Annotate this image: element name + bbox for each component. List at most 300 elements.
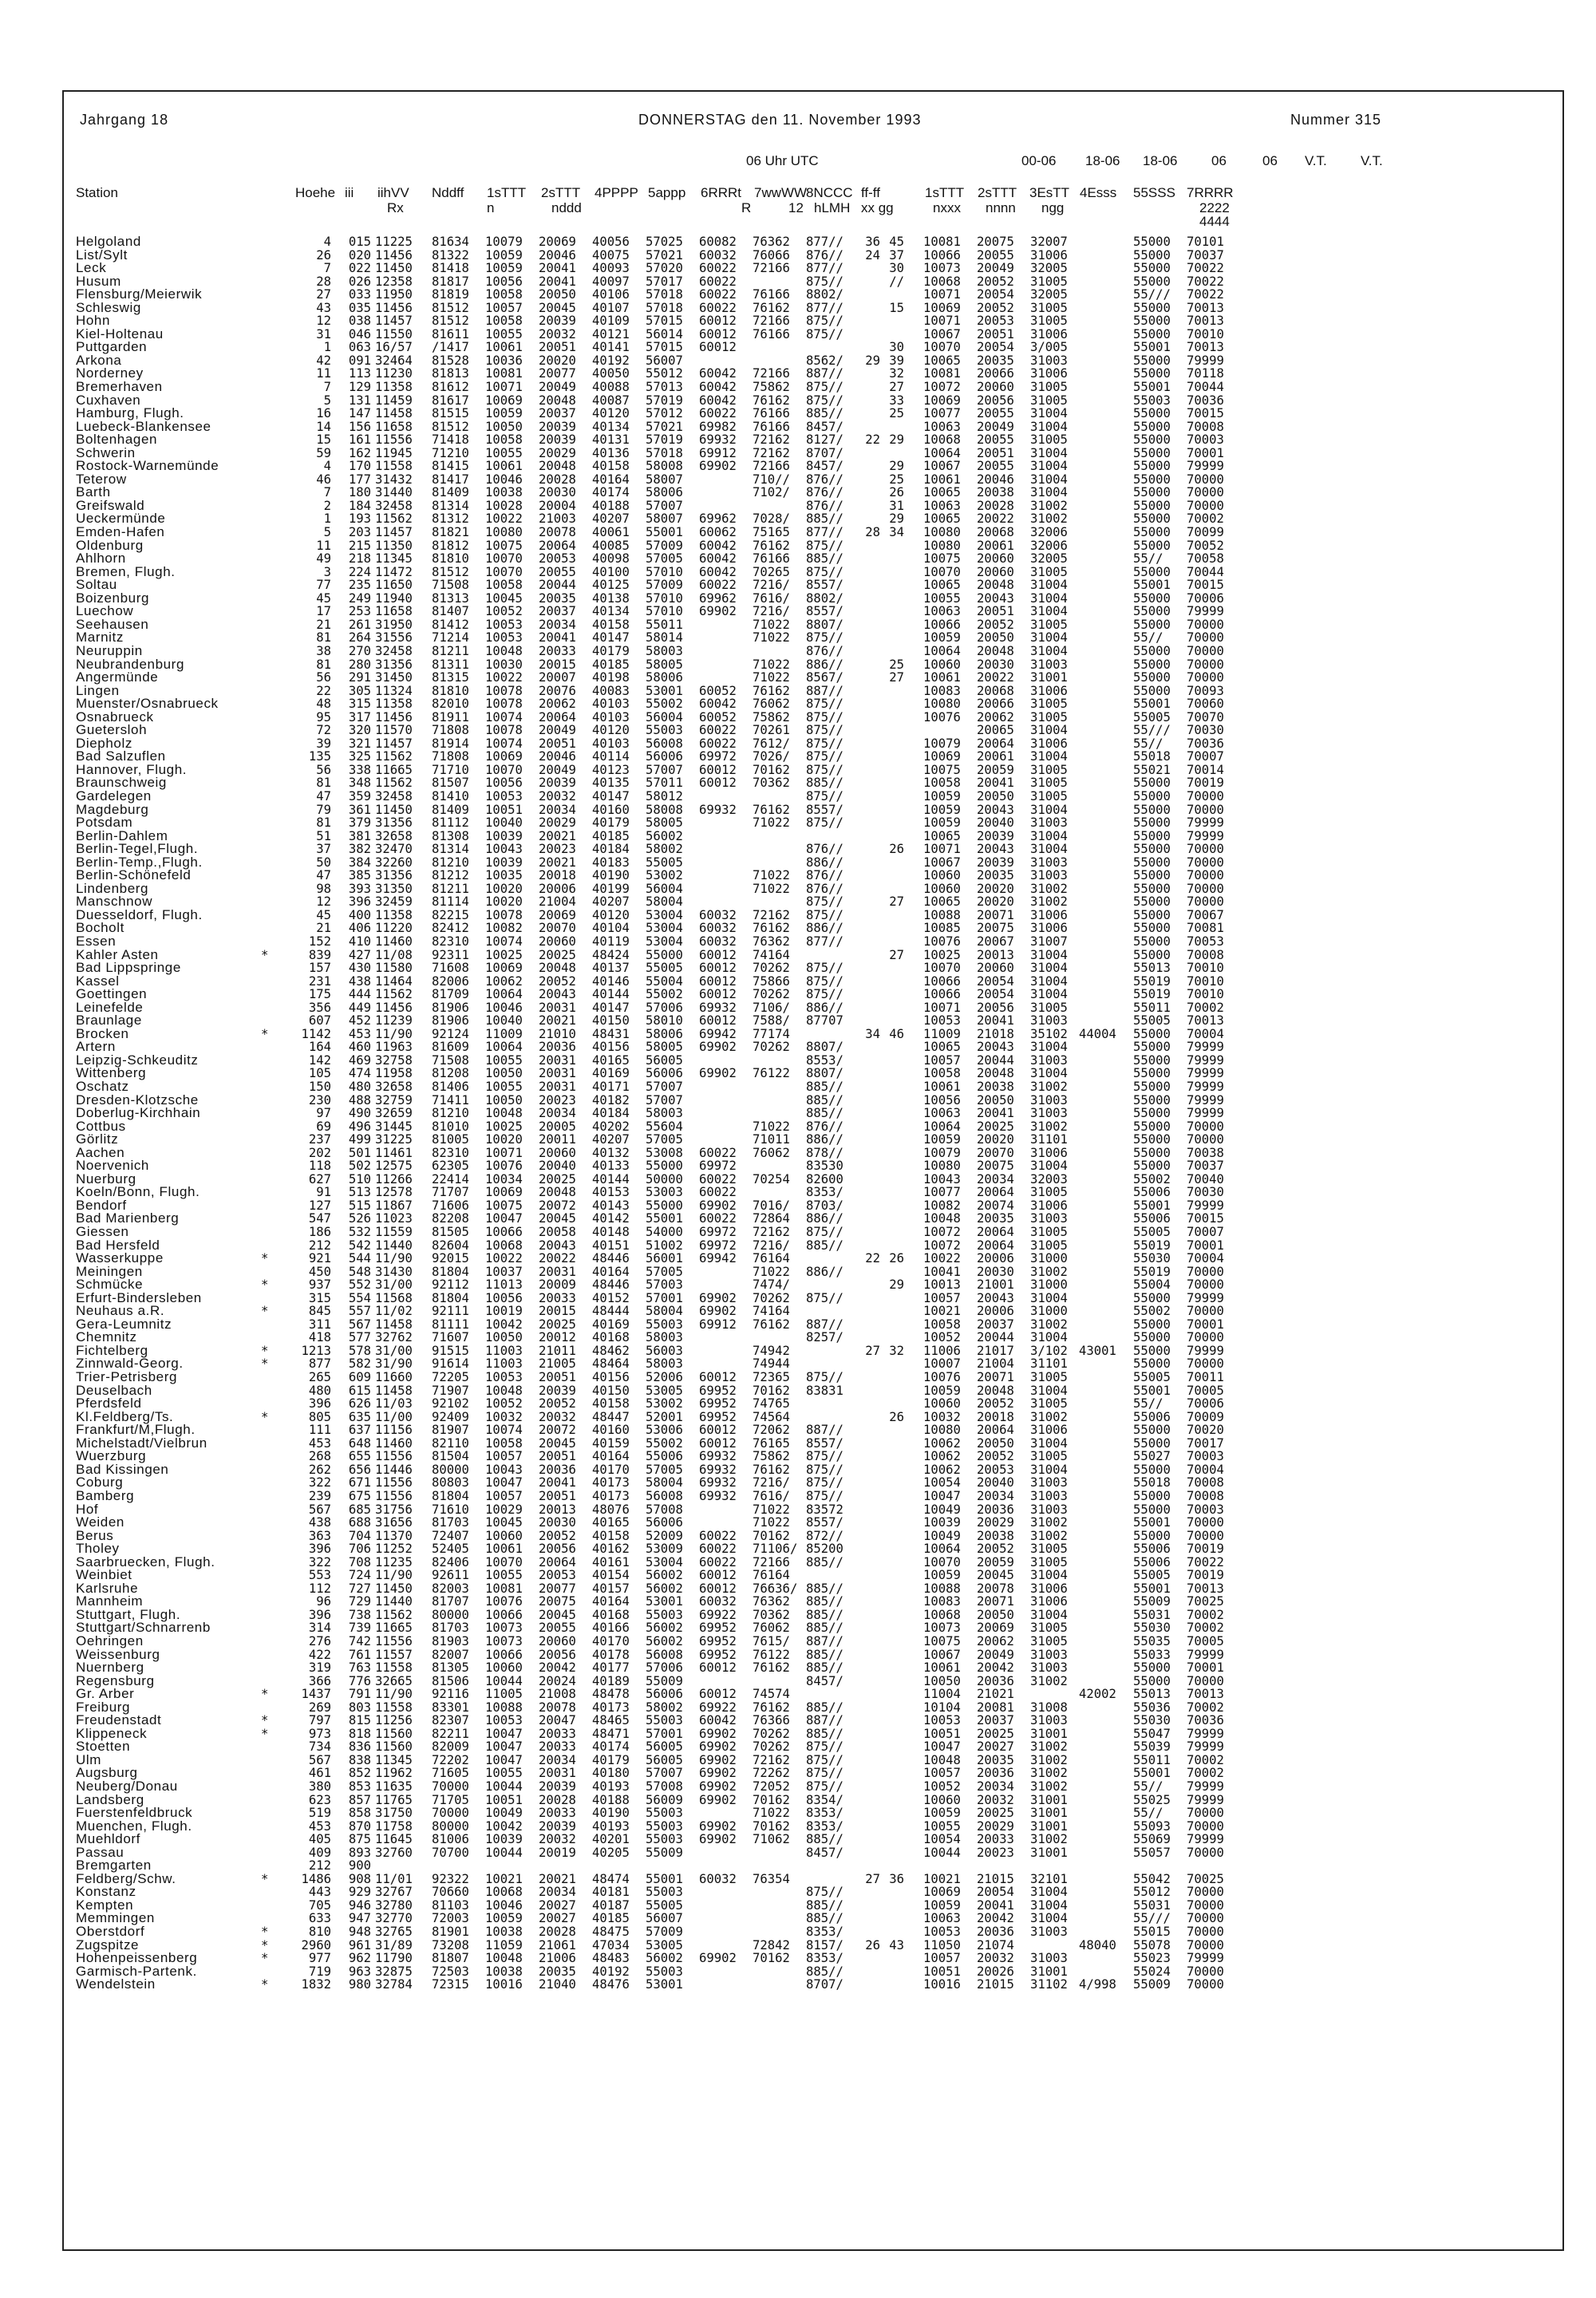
ttt-d: 20056 — [539, 1647, 576, 1662]
ttt-n: 10032 — [485, 1409, 523, 1424]
ettt: 31004 — [1030, 1897, 1068, 1913]
ttt-n: 10061 — [485, 340, 523, 355]
nccc: 83572 — [806, 1502, 843, 1517]
station-name: Husum — [76, 273, 121, 289]
rrrr: 79999 — [1187, 1951, 1224, 1966]
ttt-n: 10019 — [485, 1304, 523, 1319]
rrrr: 79999 — [1187, 1779, 1224, 1794]
ettt: 31004 — [1030, 1568, 1068, 1583]
ettt: 31003 — [1030, 1211, 1068, 1226]
sss: 55000 — [1133, 907, 1171, 922]
tnnn: 20043 — [977, 1290, 1014, 1305]
wwww: 70162 — [753, 1528, 790, 1543]
appp: 53001 — [646, 683, 683, 698]
txxx: 10053 — [923, 1013, 961, 1029]
sss: 55005 — [1133, 1370, 1171, 1385]
nccc: 877// — [806, 525, 843, 540]
wwww: 71022 — [753, 630, 790, 646]
rrrr: 70022 — [1187, 261, 1224, 276]
appp: 57005 — [646, 1264, 683, 1279]
elevation: 16 — [316, 406, 331, 421]
pppp: 40190 — [592, 1806, 630, 1821]
txxx: 10059 — [923, 1897, 961, 1913]
ettt: 31003 — [1030, 1488, 1068, 1503]
ttt-n: 10048 — [485, 1106, 523, 1121]
rrrt: 69932 — [699, 432, 737, 448]
iihvv: 12575 — [375, 1159, 413, 1174]
pppp: 40188 — [592, 1792, 630, 1807]
ttt-d: 20031 — [539, 1766, 576, 1781]
station-name: Zinnwald-Georg. — [76, 1356, 184, 1372]
iihvv: 11556 — [375, 1449, 413, 1464]
ttt-d: 20051 — [539, 1449, 576, 1464]
nddff: 92311 — [432, 947, 469, 962]
table-row — [76, 499, 1504, 513]
ff-gg: 30 — [889, 261, 904, 276]
sss: 55000 — [1133, 1066, 1171, 1081]
elevation: 1142 — [301, 1026, 331, 1041]
ttt-d: 20044 — [539, 578, 576, 593]
ttt-d: 20045 — [539, 1211, 576, 1226]
elevation: 418 — [308, 1330, 331, 1345]
ttt-n: 10053 — [485, 1713, 523, 1728]
txxx: 10070 — [923, 340, 961, 355]
nccc: 8807/ — [806, 1066, 843, 1081]
txxx: 10060 — [923, 1396, 961, 1412]
pppp: 48464 — [592, 1356, 630, 1372]
iihvv: 11558 — [375, 459, 413, 474]
mountain-marker: * — [261, 1726, 269, 1741]
station-id: 325 — [348, 749, 371, 764]
iihvv: 11556 — [375, 1633, 413, 1648]
ttt-n: 10048 — [485, 1383, 523, 1398]
elevation: 239 — [308, 1488, 331, 1503]
nddff: 81410 — [432, 788, 469, 804]
ettt: 31004 — [1030, 472, 1068, 487]
ttt-d: 20025 — [539, 1317, 576, 1332]
elevation: 567 — [308, 1752, 331, 1767]
ettt: 31005 — [1030, 564, 1068, 579]
txxx: 10065 — [923, 578, 961, 593]
ttt-d: 20036 — [539, 1040, 576, 1055]
iihvv: 11456 — [375, 247, 413, 263]
appp: 53005 — [646, 1383, 683, 1398]
iihvv: 31440 — [375, 485, 413, 500]
station-name: Oldenburg — [76, 537, 144, 553]
nccc: 886// — [806, 1132, 843, 1147]
wwww: 76166 — [753, 326, 790, 342]
tnnn: 20036 — [977, 1673, 1014, 1688]
nddff: 81709 — [432, 987, 469, 1002]
ttt-d: 20039 — [539, 419, 576, 434]
elevation: 553 — [308, 1568, 331, 1583]
wwww: 72162 — [753, 445, 790, 460]
iihvv: 11023 — [375, 1211, 413, 1226]
elevation: 81 — [316, 657, 331, 672]
nccc: 875// — [806, 564, 843, 579]
tnnn: 20051 — [977, 326, 1014, 342]
rrrt: 60012 — [699, 1568, 737, 1583]
txxx: 10043 — [923, 1171, 961, 1187]
rrrr: 70000 — [1187, 472, 1224, 487]
station-name: Fichtelberg — [76, 1342, 148, 1358]
ettt: 31004 — [1030, 1607, 1068, 1622]
tnnn: 20054 — [977, 287, 1014, 302]
ttt-d: 20047 — [539, 1713, 576, 1728]
nddff: 81313 — [432, 590, 469, 606]
elevation: 4 — [323, 459, 331, 474]
table-row — [76, 1001, 1504, 1015]
station-id: 502 — [348, 1159, 371, 1174]
table-row — [76, 1371, 1504, 1384]
iihvv: 32459 — [375, 894, 413, 910]
ttt-n: 10022 — [485, 1251, 523, 1266]
station-id: 469 — [348, 1052, 371, 1068]
nccc: 83530 — [806, 1159, 843, 1174]
station-id: 542 — [348, 1238, 371, 1253]
elevation: 22 — [316, 683, 331, 698]
station-id: 742 — [348, 1633, 371, 1648]
pppp: 48475 — [592, 1925, 630, 1939]
station-id: 544 — [348, 1251, 371, 1266]
ttt-d: 20032 — [539, 1409, 576, 1424]
table-row — [76, 1542, 1504, 1556]
appp: 56006 — [646, 749, 683, 764]
appp: 55006 — [646, 1449, 683, 1464]
sss: 55006 — [1133, 1211, 1171, 1226]
ettt: 31005 — [1030, 393, 1068, 408]
ettt: 31005 — [1030, 709, 1068, 725]
elevation: 2960 — [301, 1937, 331, 1953]
ttt-d: 20036 — [539, 1462, 576, 1477]
rrrt: 60042 — [699, 1713, 737, 1728]
sss: 55035 — [1133, 1633, 1171, 1648]
wwww: 76162 — [753, 802, 790, 817]
sss: 55025 — [1133, 1792, 1171, 1807]
elevation: 322 — [308, 1554, 331, 1570]
station-id: 893 — [348, 1845, 371, 1860]
txxx: 10062 — [923, 1435, 961, 1451]
rrrt: 60012 — [699, 314, 737, 329]
rrrr: 70038 — [1187, 1145, 1224, 1160]
sss: 55000 — [1133, 1502, 1171, 1517]
station-name: Potsdam — [76, 815, 133, 831]
station-name: Kahler Asten — [76, 946, 159, 962]
station-name: Schmücke — [76, 1277, 144, 1293]
ettt: 31002 — [1030, 1832, 1068, 1847]
rrrr: 70005 — [1187, 1383, 1224, 1398]
rrrr: 79999 — [1187, 1792, 1224, 1807]
ettt: 31004 — [1030, 1159, 1068, 1174]
station-id: 444 — [348, 987, 371, 1002]
table-row — [76, 552, 1504, 566]
wwww: 76162 — [753, 1462, 790, 1477]
sss: 55000 — [1133, 1052, 1171, 1068]
wwww: 76165 — [753, 1435, 790, 1451]
nddff: 81609 — [432, 1040, 469, 1055]
group-06b: 06 — [1211, 153, 1227, 168]
txxx: 10058 — [923, 1317, 961, 1332]
ttt-n: 10058 — [485, 287, 523, 302]
nccc: 8457/ — [806, 419, 843, 434]
station-name: Weiden — [76, 1514, 124, 1530]
appp: 55003 — [646, 1832, 683, 1847]
ff-gg: 26 — [889, 485, 904, 500]
iihvv: 31445 — [375, 1119, 413, 1134]
ettt: 3/102 — [1030, 1343, 1068, 1358]
wwww: 70262 — [753, 1290, 790, 1305]
iihvv: 11239 — [375, 1013, 413, 1029]
txxx: 10065 — [923, 1040, 961, 1055]
sss: 55000 — [1133, 1423, 1171, 1438]
appp: 56005 — [646, 1739, 683, 1755]
elevation: 97 — [316, 1106, 331, 1121]
ttt-n: 10050 — [485, 1330, 523, 1345]
ettt: 31005 — [1030, 1185, 1068, 1200]
wwww: 71011 — [753, 1132, 790, 1147]
ff-xx: 27 — [865, 1343, 880, 1358]
station-name: Freiburg — [76, 1699, 131, 1715]
station-id: 338 — [348, 762, 371, 777]
ettt: 31004 — [1030, 1066, 1068, 1081]
ettt: 31001 — [1030, 1818, 1068, 1834]
rrrr: 70099 — [1187, 525, 1224, 540]
rrrr: 70010 — [1187, 987, 1224, 1002]
rrrr: 70003 — [1187, 432, 1224, 448]
ttt-n: 10022 — [485, 670, 523, 685]
iihvv: 32762 — [375, 1330, 413, 1345]
wwww: 7616/ — [753, 1488, 790, 1503]
appp: 56003 — [646, 1343, 683, 1358]
station-name: Bamberg — [76, 1487, 135, 1503]
pppp: 40146 — [592, 973, 630, 989]
table-row — [76, 1423, 1504, 1437]
sss: 55000 — [1133, 1660, 1171, 1676]
table-row — [76, 1040, 1504, 1054]
sss: 55000 — [1133, 1145, 1171, 1160]
pppp: 40158 — [592, 1528, 630, 1543]
sss: 55013 — [1133, 961, 1171, 976]
ttt-n: 10071 — [485, 380, 523, 395]
txxx: 10021 — [923, 1304, 961, 1319]
ttt-n: 10052 — [485, 1396, 523, 1412]
elevation: 314 — [308, 1621, 331, 1636]
appp: 57015 — [646, 340, 683, 355]
rrrt: 69902 — [699, 1304, 737, 1319]
pppp: 40169 — [592, 1066, 630, 1081]
elevation: 276 — [308, 1633, 331, 1648]
iihvv: 31/00 — [375, 1277, 413, 1293]
ettt: 31003 — [1030, 1660, 1068, 1676]
nddff: 52405 — [432, 1542, 469, 1557]
ettt: 31002 — [1030, 1766, 1068, 1781]
tnnn: 20064 — [977, 1185, 1014, 1200]
rrrt: 69952 — [699, 1647, 737, 1662]
rrrt: 60012 — [699, 947, 737, 962]
ttt-n: 10055 — [485, 326, 523, 342]
elevation: 453 — [308, 1818, 331, 1834]
appp: 56007 — [646, 1911, 683, 1926]
rrrr: 70025 — [1187, 1594, 1224, 1609]
table-row — [76, 1278, 1504, 1292]
txxx: 10067 — [923, 326, 961, 342]
nddff: 82110 — [432, 1435, 469, 1451]
station-id: 063 — [348, 340, 371, 355]
tnnn: 20075 — [977, 235, 1014, 249]
ttt-d: 20048 — [539, 393, 576, 408]
ttt-n: 10074 — [485, 736, 523, 751]
ettt: 31006 — [1030, 921, 1068, 936]
elevation: 396 — [308, 1607, 331, 1622]
nddff: 81506 — [432, 1673, 469, 1688]
iihvv: 32767 — [375, 1885, 413, 1900]
sss: 55000 — [1133, 326, 1171, 342]
iihvv: 11457 — [375, 314, 413, 329]
wwww: 72166 — [753, 261, 790, 276]
wwww: 70162 — [753, 1818, 790, 1834]
iihvv: 11560 — [375, 1739, 413, 1755]
sss: 55/// — [1133, 723, 1171, 738]
tnnn: 20052 — [977, 274, 1014, 289]
nddff: 81114 — [432, 894, 469, 910]
iihvv: 11450 — [375, 1581, 413, 1596]
sss: 55009 — [1133, 1594, 1171, 1609]
ettt: 31003 — [1030, 1502, 1068, 1517]
nddff: 81505 — [432, 1225, 469, 1240]
rrrr: 70017 — [1187, 1435, 1224, 1451]
elevation: 443 — [308, 1885, 331, 1900]
tnnn: 20050 — [977, 630, 1014, 646]
ettt: 31004 — [1030, 749, 1068, 764]
ttt-n: 10043 — [485, 842, 523, 857]
elevation: 567 — [308, 1502, 331, 1517]
iihvv: 11457 — [375, 525, 413, 540]
sss: 55001 — [1133, 1198, 1171, 1213]
ttt-n: 10020 — [485, 894, 523, 910]
appp: 57009 — [646, 578, 683, 593]
elevation: 5 — [323, 525, 331, 540]
iihvv: 11790 — [375, 1951, 413, 1966]
ff-gg: // — [889, 274, 904, 289]
sss: 55000 — [1133, 855, 1171, 870]
station-id: 280 — [348, 657, 371, 672]
appp: 55011 — [646, 617, 683, 632]
appp: 53004 — [646, 907, 683, 922]
ff-xx: 29 — [865, 353, 880, 368]
table-row — [76, 1239, 1504, 1253]
pppp: 40161 — [592, 1554, 630, 1570]
ttt-d: 20039 — [539, 1383, 576, 1398]
sss: 55000 — [1133, 868, 1171, 883]
station-name: Nuerburg — [76, 1171, 136, 1187]
pppp: 40135 — [592, 776, 630, 791]
ettt: 31005 — [1030, 432, 1068, 448]
table-row — [76, 235, 1504, 249]
station-name: Nuernberg — [76, 1660, 144, 1676]
station-id: 317 — [348, 709, 371, 725]
rrrr: 70020 — [1187, 1423, 1224, 1438]
nccc: 887// — [806, 1317, 843, 1332]
sss: 55000 — [1133, 894, 1171, 910]
sss: 55027 — [1133, 1449, 1171, 1464]
station-name: Bad Lippspringe — [76, 960, 181, 976]
wwww: 7026/ — [753, 749, 790, 764]
nccc: 877// — [806, 261, 843, 276]
elevation: 118 — [308, 1159, 331, 1174]
ettt: 31004 — [1030, 419, 1068, 434]
ttt-d: 20021 — [539, 1871, 576, 1886]
tnnn: 20044 — [977, 1330, 1014, 1345]
rrrr: 70000 — [1187, 1528, 1224, 1543]
sss: 55042 — [1133, 1871, 1171, 1886]
appp: 57007 — [646, 1092, 683, 1108]
station-name: Cottbus — [76, 1118, 126, 1134]
nccc: 885// — [806, 511, 843, 527]
ttt-n: 10047 — [485, 1475, 523, 1491]
nccc: 872// — [806, 1528, 843, 1543]
ettt: 32007 — [1030, 235, 1068, 249]
wwww: 7612/ — [753, 736, 790, 751]
txxx: 10063 — [923, 1911, 961, 1926]
tnnn: 20054 — [977, 1885, 1014, 1900]
txxx: 10060 — [923, 657, 961, 672]
ttt-n: 10070 — [485, 1554, 523, 1570]
tnnn: 20036 — [977, 1925, 1014, 1939]
ttt-d: 20018 — [539, 868, 576, 883]
txxx: 10104 — [923, 1700, 961, 1715]
rrrt: 60032 — [699, 247, 737, 263]
appp: 56008 — [646, 1488, 683, 1503]
table-row — [76, 1014, 1504, 1028]
rrrt: 60022 — [699, 736, 737, 751]
pppp: 40050 — [592, 366, 630, 381]
rrrr: 79999 — [1187, 1052, 1224, 1068]
ttt-d: 20021 — [539, 855, 576, 870]
appp: 54000 — [646, 1225, 683, 1240]
station-name: Luebeck-Blankensee — [76, 418, 211, 434]
station-id: 480 — [348, 1080, 371, 1094]
ttt-n: 10057 — [485, 1449, 523, 1464]
rrrr: 79999 — [1187, 1290, 1224, 1305]
nddff: 72315 — [432, 1977, 469, 1992]
pppp: 40158 — [592, 617, 630, 632]
appp: 58008 — [646, 459, 683, 474]
sss: 55001 — [1133, 340, 1171, 355]
rrrt: 69952 — [699, 1396, 737, 1412]
ettt: 31005 — [1030, 300, 1068, 315]
rrrt: 69952 — [699, 1621, 737, 1636]
txxx: 10068 — [923, 432, 961, 448]
ttt-n: 10082 — [485, 921, 523, 936]
col-wwww-sub: 12 — [788, 200, 804, 215]
table-row — [76, 1621, 1504, 1635]
station-id: 410 — [348, 934, 371, 949]
ettt: 31006 — [1030, 1145, 1068, 1160]
pppp: 48465 — [592, 1713, 630, 1728]
volume-label: Jahrgang 18 — [80, 112, 169, 128]
txxx: 10065 — [923, 511, 961, 527]
elevation: 973 — [308, 1726, 331, 1741]
iihvv: 32760 — [375, 1845, 413, 1860]
ettt: 31003 — [1030, 353, 1068, 368]
sss: 55000 — [1133, 538, 1171, 553]
rrrt: 69902 — [699, 1818, 737, 1834]
elevation: 98 — [316, 881, 331, 896]
station-name: Bremgarten — [76, 1858, 152, 1874]
elevation: 175 — [308, 987, 331, 1002]
table-row — [76, 1080, 1504, 1094]
elevation: 11 — [316, 538, 331, 553]
